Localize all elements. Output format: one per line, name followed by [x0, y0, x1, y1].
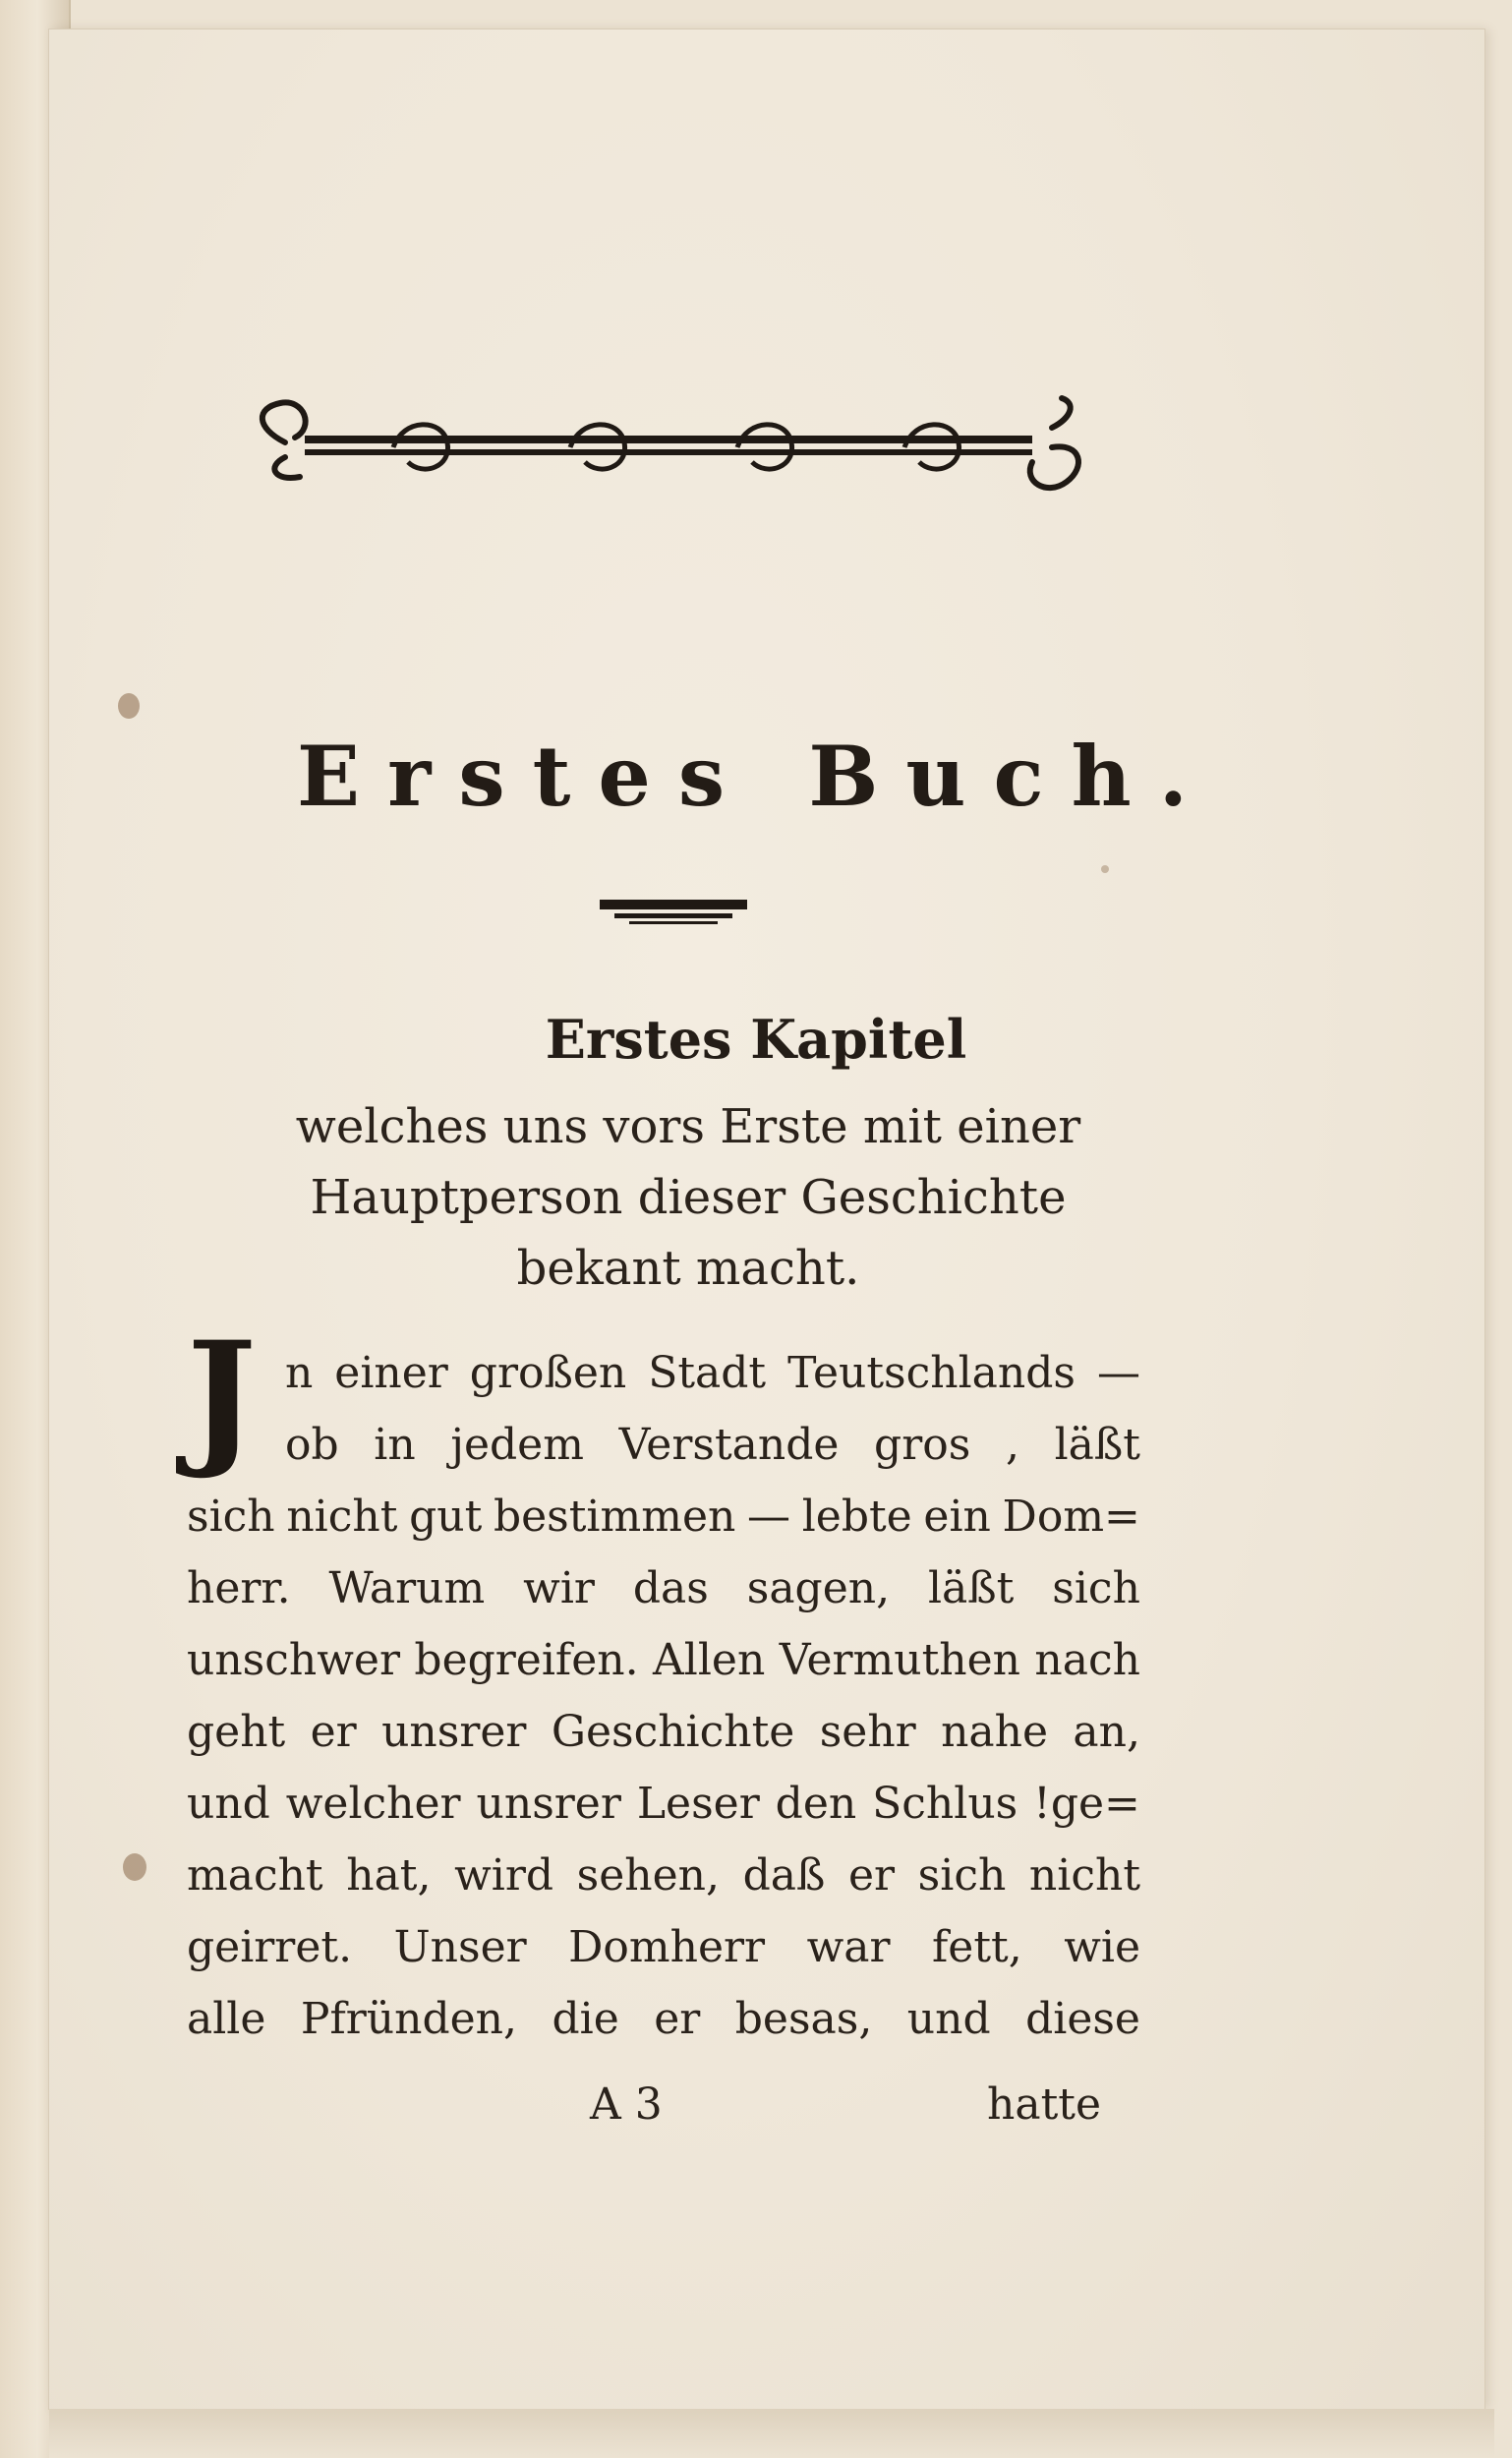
- word: sich: [187, 1492, 275, 1542]
- text-line: [187, 1624, 1140, 1696]
- foxing-spot: [1101, 865, 1109, 873]
- word: geht: [187, 1707, 286, 1757]
- word: Domherr: [568, 1922, 766, 1972]
- chapter-subtitle: [197, 1091, 1180, 1304]
- text-line: [187, 1337, 1140, 1409]
- text-line: [187, 1552, 1140, 1624]
- foxing-spot: [118, 693, 140, 719]
- page-footer: [187, 2079, 1101, 2148]
- word: besas,: [734, 1994, 873, 2044]
- word: sehr: [819, 1707, 916, 1757]
- word: gros: [874, 1420, 971, 1470]
- word: nach: [1034, 1635, 1140, 1685]
- subtitle-line: welches uns vors Erste mit einer: [295, 1099, 1081, 1154]
- signature-mark: A 3: [590, 2079, 663, 2130]
- word: lebte: [801, 1492, 912, 1542]
- text-line: [187, 1409, 1140, 1481]
- word: macht: [187, 1850, 323, 1901]
- word: Allen: [653, 1635, 766, 1685]
- word: Pfründen,: [300, 1994, 518, 2044]
- subtitle-line: Hauptperson dieser Geschichte: [310, 1170, 1067, 1225]
- word: das: [632, 1563, 709, 1613]
- word: unsrer: [476, 1779, 621, 1829]
- word: unsrer: [381, 1707, 527, 1757]
- word: läßt: [1054, 1420, 1140, 1470]
- word: Vermuthen: [779, 1635, 1020, 1685]
- foxing-spot: [123, 1853, 146, 1881]
- book-title: Erstes Buch.: [297, 728, 1215, 825]
- word: daß: [742, 1850, 826, 1901]
- word: unschwer: [187, 1635, 400, 1685]
- word: gut: [409, 1492, 483, 1542]
- word: den: [775, 1779, 857, 1829]
- text-line: [187, 1983, 1140, 2055]
- word: einer: [334, 1348, 448, 1398]
- body-text: [187, 1337, 1140, 2055]
- word: war: [806, 1922, 891, 1972]
- word: er: [654, 1994, 701, 2044]
- word: Teutschlands: [787, 1348, 1076, 1398]
- word: —: [747, 1492, 791, 1542]
- word: sich: [917, 1850, 1007, 1901]
- word: n: [285, 1348, 314, 1398]
- word: Dom=: [1002, 1492, 1140, 1542]
- word: herr.: [187, 1563, 291, 1613]
- word: jedem: [450, 1420, 584, 1470]
- decorative-ornament-band: [246, 388, 1091, 497]
- word: an,: [1073, 1707, 1140, 1757]
- word: geirret.: [187, 1922, 353, 1972]
- word: nicht: [1028, 1850, 1140, 1901]
- word: diese: [1025, 1994, 1140, 2044]
- word: er: [847, 1850, 896, 1901]
- word: Leser: [636, 1779, 760, 1829]
- word: Stadt: [648, 1348, 767, 1398]
- word: hat,: [346, 1850, 432, 1901]
- word: Schlus: [872, 1779, 1018, 1829]
- word: ob: [285, 1420, 339, 1470]
- word: läßt: [927, 1563, 1015, 1613]
- word: —: [1096, 1348, 1140, 1398]
- word: alle: [187, 1994, 266, 2044]
- word: wird: [454, 1850, 554, 1901]
- text-line: [187, 1696, 1140, 1768]
- word: ein: [923, 1492, 991, 1542]
- word: Unser: [393, 1922, 527, 1972]
- text-line: [187, 1911, 1140, 1983]
- word: nahe: [941, 1707, 1049, 1757]
- word: sich: [1052, 1563, 1140, 1613]
- word: ,: [1005, 1420, 1019, 1470]
- word: bestimmen: [493, 1492, 736, 1542]
- word: welcher: [285, 1779, 461, 1829]
- word: Geschichte: [551, 1707, 795, 1757]
- word: nicht: [286, 1492, 398, 1542]
- word: in: [374, 1420, 416, 1470]
- word: sagen,: [746, 1563, 891, 1613]
- text-line: [187, 1768, 1140, 1840]
- title-rule: [600, 900, 747, 929]
- word: Verstande: [618, 1420, 840, 1470]
- drop-cap-initial: J: [187, 1310, 257, 1483]
- text-line: [187, 1840, 1140, 1911]
- word: begreifen.: [414, 1635, 639, 1685]
- text-line: [187, 1481, 1140, 1552]
- word: die: [552, 1994, 619, 2044]
- word: Warum: [328, 1563, 486, 1613]
- word: sehen,: [576, 1850, 720, 1901]
- subtitle-line: bekant macht.: [516, 1241, 860, 1296]
- word: !ge=: [1033, 1779, 1140, 1829]
- page-bottom-shadow: [49, 2409, 1494, 2458]
- word: wir: [523, 1563, 595, 1613]
- chapter-title: Erstes Kapitel: [545, 1008, 967, 1071]
- word: fett,: [932, 1922, 1022, 1972]
- word: wie: [1064, 1922, 1140, 1972]
- word: und: [187, 1779, 270, 1829]
- catchword: hatte: [987, 2079, 1101, 2130]
- word: großen: [469, 1348, 627, 1398]
- word: er: [310, 1707, 357, 1757]
- word: und: [906, 1994, 991, 2044]
